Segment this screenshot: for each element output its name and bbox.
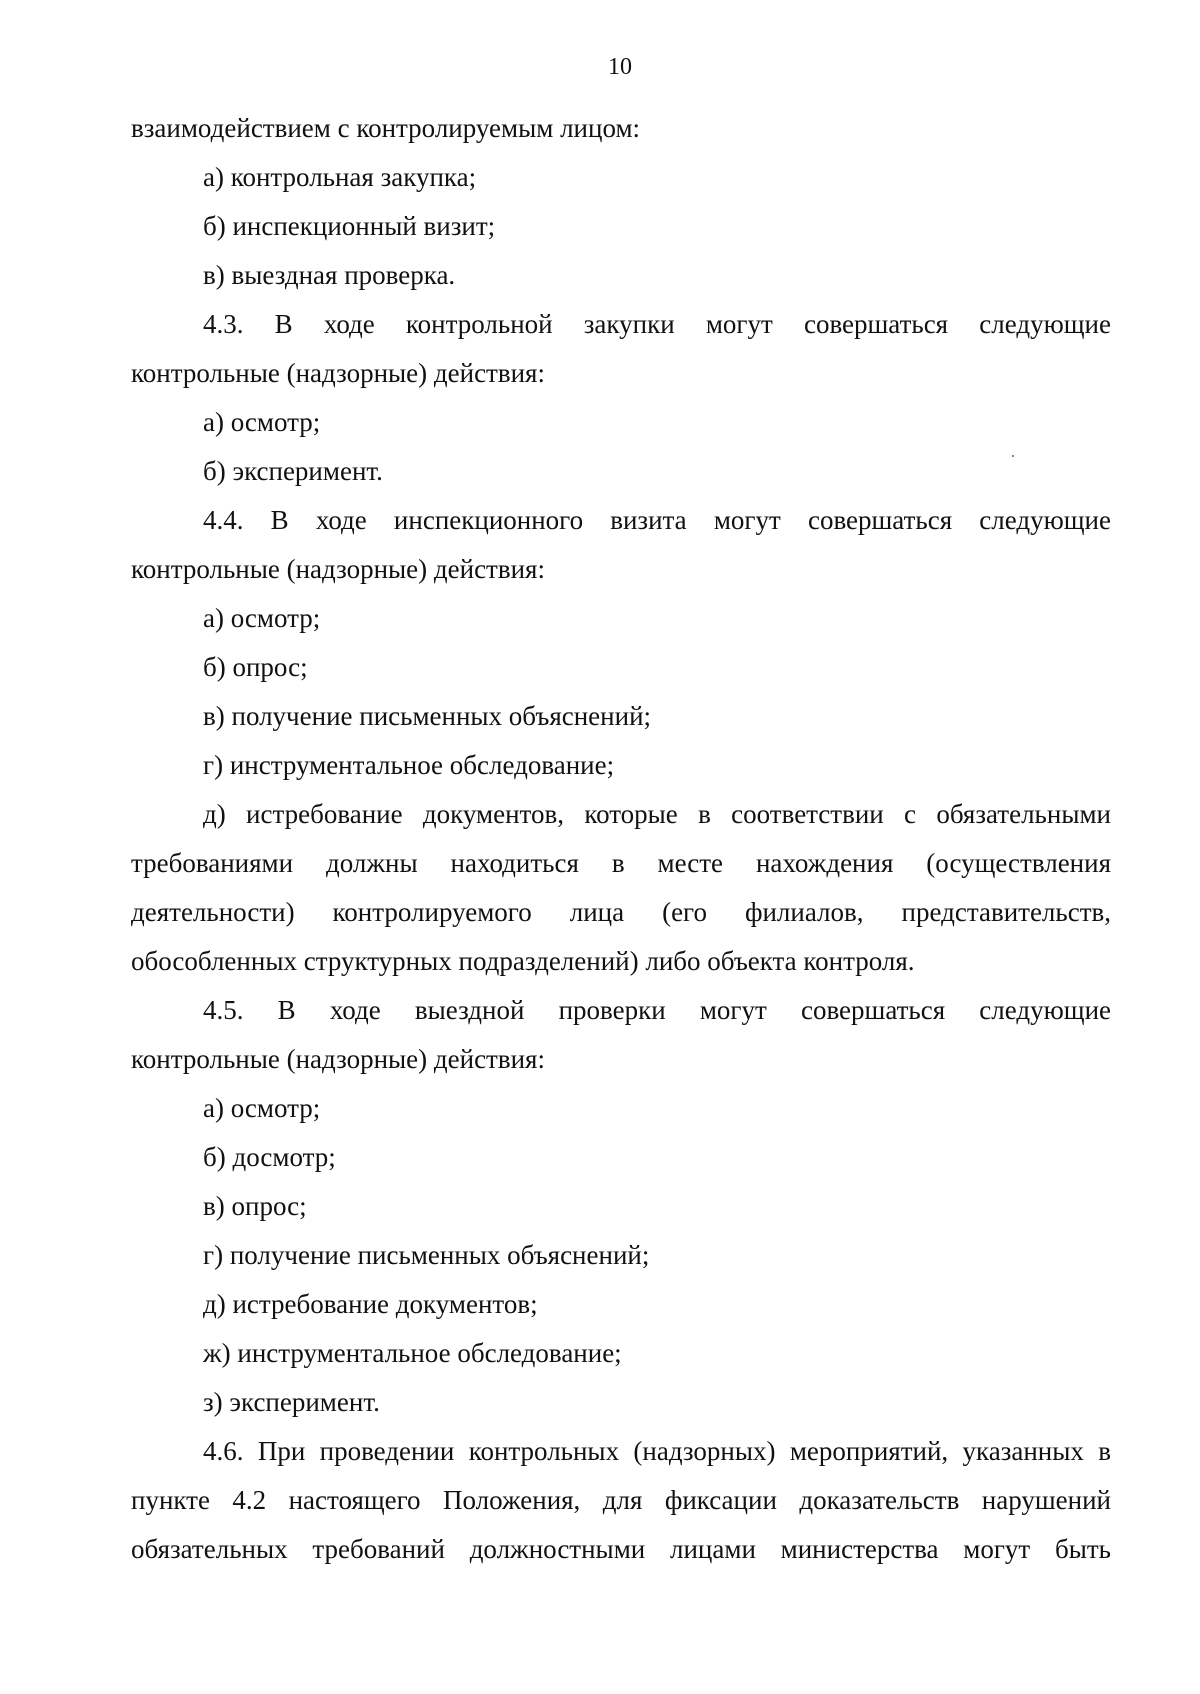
list-item: в) опрос; — [203, 1191, 307, 1221]
text-line: обособленных структурных подразделений) либо объекта контроля. — [131, 946, 915, 976]
paragraph-heading: 4.5. В ходе выездной проверки могут совершаться следующие — [203, 995, 1111, 1025]
scan-speck — [1012, 455, 1014, 457]
list-item: ж) инструментальное обследование; — [203, 1338, 622, 1368]
text-line: контрольные (надзорные) действия: — [131, 358, 545, 388]
text-line: требованиями должны находиться в месте нахождения (осуществления — [131, 848, 1111, 878]
list-item: г) получение письменных объяснений; — [203, 1240, 650, 1270]
list-item: д) истребование документов, которые в соответствии с обязательными — [203, 799, 1111, 829]
list-item: з) эксперимент. — [203, 1387, 380, 1417]
list-item: в) выездная проверка. — [203, 260, 456, 290]
paragraph-heading: 4.3. В ходе контрольной закупки могут совершаться следующие — [203, 309, 1111, 339]
list-item: а) осмотр; — [203, 603, 321, 633]
list-item: б) досмотр; — [203, 1142, 336, 1172]
page-number: 10 — [608, 54, 632, 80]
list-item: д) истребование документов; — [203, 1289, 538, 1319]
list-item: в) получение письменных объяснений; — [203, 701, 652, 731]
list-item: б) опрос; — [203, 652, 308, 682]
list-item: б) эксперимент. — [203, 456, 383, 486]
text-line: пункте 4.2 настоящего Положения, для фиксации доказательств нарушений — [131, 1485, 1111, 1515]
list-item: г) инструментальное обследование; — [203, 750, 615, 780]
text-line: деятельности) контролируемого лица (его филиалов, представительств, — [131, 897, 1111, 927]
text-line: контрольные (надзорные) действия: — [131, 554, 545, 584]
text-line: взаимодействием с контролируемым лицом: — [131, 113, 641, 143]
text-line: контрольные (надзорные) действия: — [131, 1044, 545, 1074]
list-item: а) осмотр; — [203, 1093, 321, 1123]
list-item: а) контрольная закупка; — [203, 162, 477, 192]
list-item: а) осмотр; — [203, 407, 321, 437]
paragraph-heading: 4.4. В ходе инспекционного визита могут совершаться следующие — [203, 505, 1111, 535]
paragraph-heading: 4.6. При проведении контрольных (надзорных) мероприятий, указанных в — [203, 1436, 1111, 1466]
list-item: б) инспекционный визит; — [203, 211, 496, 241]
text-line: обязательных требований должностными лицами министерства могут быть — [131, 1534, 1111, 1564]
